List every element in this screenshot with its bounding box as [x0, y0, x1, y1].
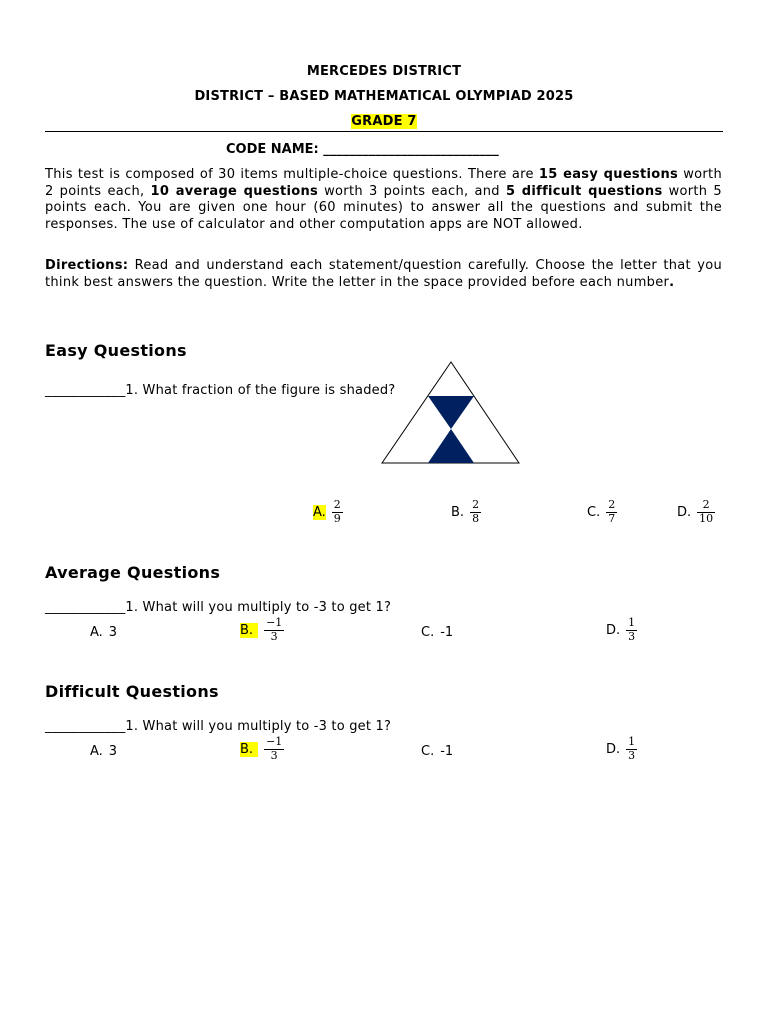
denominator: 3 [628, 749, 636, 762]
average-question-1: ____________1. What will you multiply to -3 to get 1? [45, 600, 392, 615]
numerator: 2 [472, 498, 480, 511]
denominator: 3 [628, 630, 636, 643]
intro-bold-difficult: 5 difficult questions [505, 183, 663, 199]
intro-paragraph [45, 167, 722, 233]
option-letter: C. [421, 624, 435, 640]
denominator: 10 [699, 512, 714, 525]
denominator: 9 [333, 512, 341, 525]
grade-label [0, 114, 768, 129]
numerator: 2 [702, 498, 710, 511]
denominator: 3 [270, 630, 278, 643]
fraction [264, 736, 284, 762]
option-letter: A. [313, 504, 326, 520]
directions-label: Directions: [45, 258, 129, 273]
easy-option-c[interactable] [587, 499, 617, 525]
triangle-figure [380, 360, 522, 466]
numerator: −1 [266, 735, 283, 748]
option-letter: A. [90, 624, 103, 640]
option-letter: B. [451, 504, 465, 520]
difficult-section-title: Difficult Questions [45, 682, 219, 701]
numerator: −1 [266, 616, 283, 629]
option-letter: C. [587, 504, 601, 520]
code-name-label: CODE NAME: ___________________________ [226, 142, 499, 157]
fraction [470, 499, 481, 525]
event-title: DISTRICT – BASED MATHEMATICAL OLYMPIAD 2025 [194, 89, 574, 104]
average-section-title: Average Questions [45, 563, 221, 582]
average-option-a[interactable] [90, 617, 117, 647]
easy-option-d[interactable] [677, 499, 715, 525]
intro-text-3: worth 3 points each, and [318, 183, 506, 199]
intro-text-4: worth 5 points each. You are given one hour (60 minutes) to answer all the questions and submit the responses. The use of calculator and other computation apps are NOT allowed. [45, 183, 722, 232]
fraction [264, 617, 284, 643]
numerator: 1 [628, 616, 636, 629]
easy-question-1: ____________1. What fraction of the figure is shaded? [45, 383, 396, 398]
intro-bold-easy: 15 easy questions [538, 167, 679, 182]
grade-text: GRADE 7 [351, 114, 417, 129]
average-option-b[interactable] [240, 617, 284, 643]
difficult-option-c[interactable] [421, 736, 453, 766]
option-letter: A. [90, 743, 103, 759]
denominator: 3 [270, 749, 278, 762]
option-letter: D. [606, 622, 621, 638]
directions-paragraph [45, 258, 722, 291]
intro-text-1: This test is composed of 30 items multiple-choice questions. There are [45, 167, 539, 182]
option-letter: C. [421, 743, 435, 759]
numerator: 2 [333, 498, 341, 511]
fraction [697, 499, 715, 525]
difficult-option-a[interactable] [90, 736, 117, 766]
fraction [626, 736, 637, 762]
easy-option-b[interactable] [451, 499, 481, 525]
district-title: MERCEDES DISTRICT [306, 64, 462, 79]
fraction [332, 499, 343, 525]
option-letter: B. [240, 742, 258, 757]
option-letter: B. [240, 623, 258, 638]
intro-bold-average: 10 average questions [150, 183, 319, 199]
option-letter: D. [677, 504, 692, 520]
numerator: 2 [608, 498, 616, 511]
easy-section-title: Easy Questions [45, 341, 187, 360]
difficult-option-b[interactable] [240, 736, 284, 762]
intro-text-2: worth 2 points each, [45, 167, 722, 199]
fraction [606, 499, 617, 525]
denominator: 8 [472, 512, 480, 525]
fraction [626, 617, 637, 643]
difficult-option-d[interactable] [606, 736, 637, 762]
directions-end: . [669, 274, 675, 290]
easy-option-a[interactable] [313, 499, 343, 525]
header-divider [45, 131, 723, 132]
denominator: 7 [608, 512, 616, 525]
option-value: 3 [108, 743, 118, 759]
option-value: -1 [440, 624, 454, 640]
option-value: -1 [440, 743, 454, 759]
average-option-d[interactable] [606, 617, 637, 643]
directions-text: Read and understand each statement/question carefully. Choose the letter that you think best answers the question. Write the letter in the space provided before each number [45, 258, 722, 290]
code-name-field[interactable] [226, 142, 499, 157]
difficult-question-1: ____________1. What will you multiply to -3 to get 1? [45, 719, 392, 734]
option-letter: D. [606, 741, 621, 757]
option-value: 3 [108, 624, 118, 640]
numerator: 1 [628, 735, 636, 748]
average-option-c[interactable] [421, 617, 453, 647]
